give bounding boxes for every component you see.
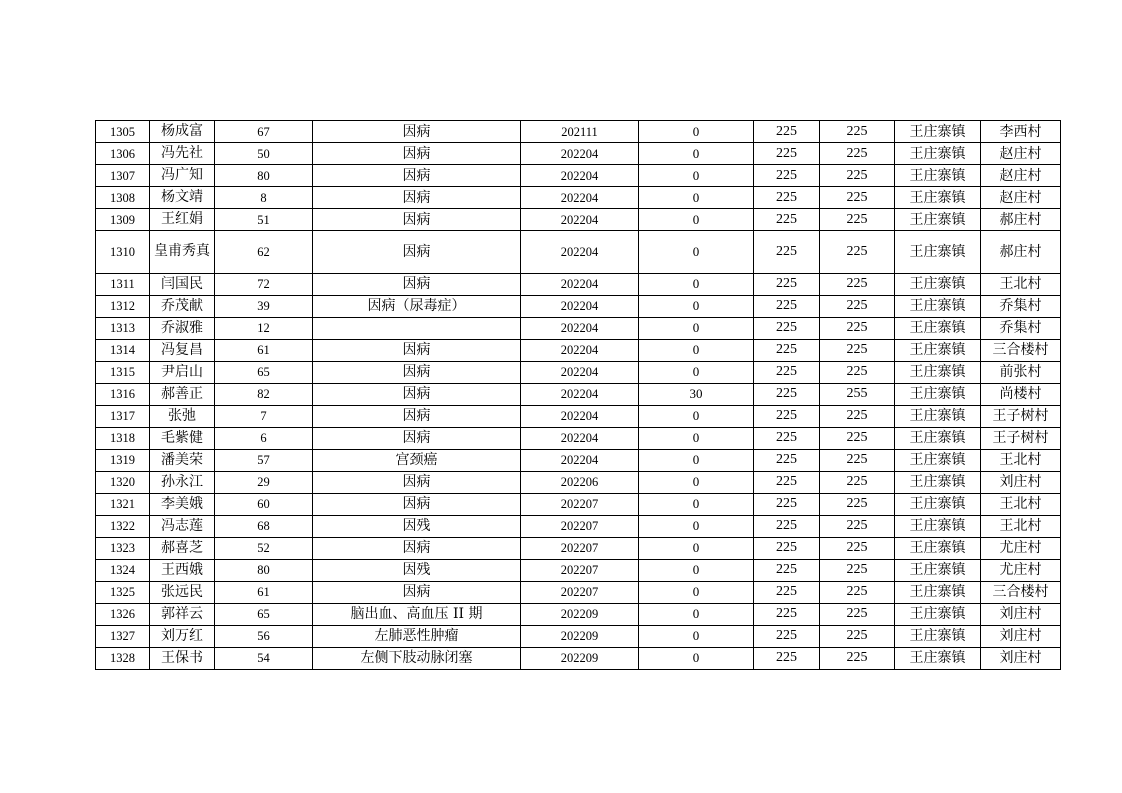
cell-base-amount: 225 bbox=[754, 383, 820, 405]
cell-base-amount: 225 bbox=[754, 187, 820, 209]
table-row bbox=[96, 647, 1061, 669]
cell-serial-number: 1323 bbox=[96, 537, 150, 559]
cell-town: 王庄寨镇 bbox=[895, 231, 981, 274]
cell-town: 王庄寨镇 bbox=[895, 647, 981, 669]
cell-name: 郝喜芝 bbox=[150, 537, 215, 559]
table-row bbox=[96, 339, 1061, 361]
cell-extra-amount: 0 bbox=[639, 449, 754, 471]
cell-extra-amount: 0 bbox=[639, 471, 754, 493]
cell-age: 65 bbox=[215, 603, 313, 625]
cell-age: 57 bbox=[215, 449, 313, 471]
cell-town: 王庄寨镇 bbox=[895, 383, 981, 405]
cell-village: 刘庄村 bbox=[981, 625, 1061, 647]
cell-age: 7 bbox=[215, 405, 313, 427]
cell-base-amount: 225 bbox=[754, 625, 820, 647]
cell-extra-amount: 0 bbox=[639, 165, 754, 187]
cell-age: 68 bbox=[215, 515, 313, 537]
cell-total-amount: 225 bbox=[820, 537, 895, 559]
cell-extra-amount: 0 bbox=[639, 603, 754, 625]
table-row bbox=[96, 449, 1061, 471]
cell-serial-number: 1308 bbox=[96, 187, 150, 209]
cell-extra-amount: 0 bbox=[639, 209, 754, 231]
table-row bbox=[96, 581, 1061, 603]
table-row bbox=[96, 187, 1061, 209]
cell-extra-amount: 0 bbox=[639, 121, 754, 143]
cell-reason: 因病 bbox=[313, 165, 521, 187]
cell-town: 王庄寨镇 bbox=[895, 405, 981, 427]
cell-age: 82 bbox=[215, 383, 313, 405]
cell-village: 王子树村 bbox=[981, 427, 1061, 449]
cell-serial-number: 1313 bbox=[96, 317, 150, 339]
cell-start-month: 202207 bbox=[521, 559, 639, 581]
cell-extra-amount: 0 bbox=[639, 427, 754, 449]
cell-start-month: 202204 bbox=[521, 143, 639, 165]
table-row bbox=[96, 625, 1061, 647]
cell-start-month: 202204 bbox=[521, 339, 639, 361]
cell-age: 65 bbox=[215, 361, 313, 383]
table-row bbox=[96, 209, 1061, 231]
cell-extra-amount: 0 bbox=[639, 581, 754, 603]
cell-serial-number: 1309 bbox=[96, 209, 150, 231]
cell-start-month: 202204 bbox=[521, 209, 639, 231]
cell-base-amount: 225 bbox=[754, 295, 820, 317]
cell-name: 刘万红 bbox=[150, 625, 215, 647]
cell-town: 王庄寨镇 bbox=[895, 273, 981, 295]
cell-base-amount: 225 bbox=[754, 559, 820, 581]
cell-name: 王西娥 bbox=[150, 559, 215, 581]
table-row bbox=[96, 273, 1061, 295]
cell-reason bbox=[313, 317, 521, 339]
cell-village: 郝庄村 bbox=[981, 231, 1061, 274]
cell-village: 尤庄村 bbox=[981, 537, 1061, 559]
cell-town: 王庄寨镇 bbox=[895, 295, 981, 317]
cell-village: 乔集村 bbox=[981, 295, 1061, 317]
cell-town: 王庄寨镇 bbox=[895, 559, 981, 581]
table-row bbox=[96, 361, 1061, 383]
cell-village: 郝庄村 bbox=[981, 209, 1061, 231]
cell-base-amount: 225 bbox=[754, 165, 820, 187]
cell-extra-amount: 0 bbox=[639, 273, 754, 295]
cell-base-amount: 225 bbox=[754, 339, 820, 361]
cell-age: 61 bbox=[215, 339, 313, 361]
cell-reason: 因病 bbox=[313, 339, 521, 361]
cell-base-amount: 225 bbox=[754, 317, 820, 339]
cell-base-amount: 225 bbox=[754, 209, 820, 231]
cell-age: 29 bbox=[215, 471, 313, 493]
cell-total-amount: 225 bbox=[820, 165, 895, 187]
cell-serial-number: 1307 bbox=[96, 165, 150, 187]
cell-town: 王庄寨镇 bbox=[895, 471, 981, 493]
cell-base-amount: 225 bbox=[754, 427, 820, 449]
cell-base-amount: 225 bbox=[754, 121, 820, 143]
cell-total-amount: 255 bbox=[820, 383, 895, 405]
cell-village: 乔集村 bbox=[981, 317, 1061, 339]
cell-total-amount: 225 bbox=[820, 405, 895, 427]
cell-reason: 左侧下肢动脉闭塞 bbox=[313, 647, 521, 669]
cell-serial-number: 1311 bbox=[96, 273, 150, 295]
cell-age: 80 bbox=[215, 559, 313, 581]
cell-base-amount: 225 bbox=[754, 273, 820, 295]
cell-reason: 因病 bbox=[313, 405, 521, 427]
cell-town: 王庄寨镇 bbox=[895, 449, 981, 471]
cell-village: 李西村 bbox=[981, 121, 1061, 143]
cell-town: 王庄寨镇 bbox=[895, 361, 981, 383]
cell-total-amount: 225 bbox=[820, 231, 895, 274]
cell-start-month: 202204 bbox=[521, 187, 639, 209]
cell-age: 72 bbox=[215, 273, 313, 295]
cell-serial-number: 1305 bbox=[96, 121, 150, 143]
cell-total-amount: 225 bbox=[820, 603, 895, 625]
cell-total-amount: 225 bbox=[820, 187, 895, 209]
cell-reason: 因病 bbox=[313, 121, 521, 143]
cell-village: 王北村 bbox=[981, 449, 1061, 471]
table-row bbox=[96, 295, 1061, 317]
cell-village: 刘庄村 bbox=[981, 647, 1061, 669]
cell-age: 80 bbox=[215, 165, 313, 187]
cell-reason: 因病 bbox=[313, 231, 521, 274]
cell-extra-amount: 0 bbox=[639, 361, 754, 383]
cell-base-amount: 225 bbox=[754, 493, 820, 515]
cell-total-amount: 225 bbox=[820, 317, 895, 339]
cell-age: 56 bbox=[215, 625, 313, 647]
cell-serial-number: 1324 bbox=[96, 559, 150, 581]
cell-extra-amount: 0 bbox=[639, 187, 754, 209]
cell-reason: 因病（尿毒症） bbox=[313, 295, 521, 317]
cell-serial-number: 1314 bbox=[96, 339, 150, 361]
cell-start-month: 202111 bbox=[521, 121, 639, 143]
cell-start-month: 202204 bbox=[521, 383, 639, 405]
cell-name: 闫国民 bbox=[150, 273, 215, 295]
cell-town: 王庄寨镇 bbox=[895, 625, 981, 647]
cell-base-amount: 225 bbox=[754, 231, 820, 274]
cell-age: 39 bbox=[215, 295, 313, 317]
cell-reason: 因病 bbox=[313, 471, 521, 493]
cell-town: 王庄寨镇 bbox=[895, 143, 981, 165]
cell-age: 6 bbox=[215, 427, 313, 449]
cell-extra-amount: 0 bbox=[639, 537, 754, 559]
cell-town: 王庄寨镇 bbox=[895, 121, 981, 143]
cell-start-month: 202204 bbox=[521, 449, 639, 471]
cell-age: 52 bbox=[215, 537, 313, 559]
cell-reason: 因病 bbox=[313, 273, 521, 295]
cell-town: 王庄寨镇 bbox=[895, 427, 981, 449]
cell-start-month: 202204 bbox=[521, 295, 639, 317]
cell-village: 赵庄村 bbox=[981, 165, 1061, 187]
cell-total-amount: 225 bbox=[820, 427, 895, 449]
cell-village: 王北村 bbox=[981, 515, 1061, 537]
cell-start-month: 202204 bbox=[521, 427, 639, 449]
table-row bbox=[96, 121, 1061, 143]
cell-extra-amount: 0 bbox=[639, 559, 754, 581]
cell-serial-number: 1316 bbox=[96, 383, 150, 405]
cell-name: 张弛 bbox=[150, 405, 215, 427]
cell-extra-amount: 30 bbox=[639, 383, 754, 405]
table-row bbox=[96, 383, 1061, 405]
cell-name: 杨成富 bbox=[150, 121, 215, 143]
cell-base-amount: 225 bbox=[754, 515, 820, 537]
cell-start-month: 202204 bbox=[521, 165, 639, 187]
cell-extra-amount: 0 bbox=[639, 625, 754, 647]
cell-base-amount: 225 bbox=[754, 471, 820, 493]
cell-name: 孙永江 bbox=[150, 471, 215, 493]
cell-village: 赵庄村 bbox=[981, 143, 1061, 165]
cell-serial-number: 1306 bbox=[96, 143, 150, 165]
cell-serial-number: 1318 bbox=[96, 427, 150, 449]
cell-name: 冯复昌 bbox=[150, 339, 215, 361]
cell-name: 李美娥 bbox=[150, 493, 215, 515]
cell-town: 王庄寨镇 bbox=[895, 603, 981, 625]
cell-town: 王庄寨镇 bbox=[895, 187, 981, 209]
cell-serial-number: 1327 bbox=[96, 625, 150, 647]
cell-village: 尚楼村 bbox=[981, 383, 1061, 405]
cell-start-month: 202209 bbox=[521, 603, 639, 625]
assistance-table bbox=[95, 120, 1061, 670]
cell-village: 刘庄村 bbox=[981, 471, 1061, 493]
cell-name: 尹启山 bbox=[150, 361, 215, 383]
cell-name: 冯志莲 bbox=[150, 515, 215, 537]
cell-reason: 脑出血、高血压 II 期 bbox=[313, 603, 521, 625]
cell-base-amount: 225 bbox=[754, 537, 820, 559]
cell-extra-amount: 0 bbox=[639, 143, 754, 165]
cell-village: 三合楼村 bbox=[981, 339, 1061, 361]
table-row bbox=[96, 427, 1061, 449]
cell-serial-number: 1317 bbox=[96, 405, 150, 427]
cell-town: 王庄寨镇 bbox=[895, 515, 981, 537]
cell-age: 60 bbox=[215, 493, 313, 515]
cell-village: 王北村 bbox=[981, 273, 1061, 295]
table-row bbox=[96, 231, 1061, 274]
cell-total-amount: 225 bbox=[820, 143, 895, 165]
cell-name: 皇甫秀真 bbox=[150, 231, 215, 274]
cell-serial-number: 1322 bbox=[96, 515, 150, 537]
table-row bbox=[96, 537, 1061, 559]
cell-serial-number: 1310 bbox=[96, 231, 150, 274]
cell-start-month: 202204 bbox=[521, 231, 639, 274]
cell-serial-number: 1321 bbox=[96, 493, 150, 515]
cell-name: 王保书 bbox=[150, 647, 215, 669]
cell-total-amount: 225 bbox=[820, 449, 895, 471]
cell-extra-amount: 0 bbox=[639, 295, 754, 317]
cell-town: 王庄寨镇 bbox=[895, 581, 981, 603]
cell-village: 三合楼村 bbox=[981, 581, 1061, 603]
cell-age: 50 bbox=[215, 143, 313, 165]
cell-extra-amount: 0 bbox=[639, 231, 754, 274]
cell-town: 王庄寨镇 bbox=[895, 209, 981, 231]
cell-age: 8 bbox=[215, 187, 313, 209]
cell-age: 61 bbox=[215, 581, 313, 603]
cell-start-month: 202209 bbox=[521, 625, 639, 647]
cell-total-amount: 225 bbox=[820, 295, 895, 317]
cell-serial-number: 1326 bbox=[96, 603, 150, 625]
cell-serial-number: 1319 bbox=[96, 449, 150, 471]
cell-reason: 因病 bbox=[313, 187, 521, 209]
table-row bbox=[96, 165, 1061, 187]
cell-serial-number: 1325 bbox=[96, 581, 150, 603]
cell-total-amount: 225 bbox=[820, 515, 895, 537]
cell-serial-number: 1312 bbox=[96, 295, 150, 317]
cell-name: 乔淑雅 bbox=[150, 317, 215, 339]
table-row bbox=[96, 603, 1061, 625]
cell-name: 郭祥云 bbox=[150, 603, 215, 625]
cell-name: 潘美荣 bbox=[150, 449, 215, 471]
cell-age: 12 bbox=[215, 317, 313, 339]
cell-total-amount: 225 bbox=[820, 559, 895, 581]
cell-start-month: 202209 bbox=[521, 647, 639, 669]
cell-reason: 因病 bbox=[313, 383, 521, 405]
cell-start-month: 202204 bbox=[521, 361, 639, 383]
table-row bbox=[96, 317, 1061, 339]
cell-serial-number: 1328 bbox=[96, 647, 150, 669]
table-row bbox=[96, 493, 1061, 515]
cell-reason: 左肺恶性肿瘤 bbox=[313, 625, 521, 647]
cell-age: 51 bbox=[215, 209, 313, 231]
table-row bbox=[96, 515, 1061, 537]
cell-name: 郝善正 bbox=[150, 383, 215, 405]
table-row bbox=[96, 559, 1061, 581]
cell-reason: 因病 bbox=[313, 143, 521, 165]
cell-reason: 因病 bbox=[313, 361, 521, 383]
cell-total-amount: 225 bbox=[820, 121, 895, 143]
cell-serial-number: 1320 bbox=[96, 471, 150, 493]
cell-reason: 因残 bbox=[313, 515, 521, 537]
cell-total-amount: 225 bbox=[820, 471, 895, 493]
table-body bbox=[96, 121, 1061, 670]
cell-base-amount: 225 bbox=[754, 143, 820, 165]
cell-extra-amount: 0 bbox=[639, 515, 754, 537]
cell-total-amount: 225 bbox=[820, 625, 895, 647]
table-row bbox=[96, 143, 1061, 165]
cell-total-amount: 225 bbox=[820, 209, 895, 231]
cell-village: 刘庄村 bbox=[981, 603, 1061, 625]
cell-name: 冯广知 bbox=[150, 165, 215, 187]
cell-village: 尤庄村 bbox=[981, 559, 1061, 581]
cell-reason: 因病 bbox=[313, 427, 521, 449]
cell-start-month: 202207 bbox=[521, 537, 639, 559]
cell-total-amount: 225 bbox=[820, 493, 895, 515]
cell-village: 王北村 bbox=[981, 493, 1061, 515]
cell-total-amount: 225 bbox=[820, 581, 895, 603]
cell-extra-amount: 0 bbox=[639, 339, 754, 361]
cell-reason: 因残 bbox=[313, 559, 521, 581]
cell-village: 前张村 bbox=[981, 361, 1061, 383]
cell-village: 王子树村 bbox=[981, 405, 1061, 427]
cell-total-amount: 225 bbox=[820, 273, 895, 295]
cell-name: 张远民 bbox=[150, 581, 215, 603]
cell-town: 王庄寨镇 bbox=[895, 537, 981, 559]
cell-name: 乔茂献 bbox=[150, 295, 215, 317]
cell-start-month: 202204 bbox=[521, 317, 639, 339]
cell-start-month: 202207 bbox=[521, 493, 639, 515]
table-row bbox=[96, 405, 1061, 427]
cell-age: 67 bbox=[215, 121, 313, 143]
cell-reason: 因病 bbox=[313, 581, 521, 603]
cell-start-month: 202206 bbox=[521, 471, 639, 493]
cell-name: 冯先社 bbox=[150, 143, 215, 165]
cell-extra-amount: 0 bbox=[639, 493, 754, 515]
cell-extra-amount: 0 bbox=[639, 647, 754, 669]
cell-village: 赵庄村 bbox=[981, 187, 1061, 209]
cell-base-amount: 225 bbox=[754, 405, 820, 427]
cell-town: 王庄寨镇 bbox=[895, 339, 981, 361]
cell-name: 王红娟 bbox=[150, 209, 215, 231]
cell-town: 王庄寨镇 bbox=[895, 317, 981, 339]
cell-reason: 因病 bbox=[313, 493, 521, 515]
cell-total-amount: 225 bbox=[820, 647, 895, 669]
cell-base-amount: 225 bbox=[754, 581, 820, 603]
cell-total-amount: 225 bbox=[820, 361, 895, 383]
cell-start-month: 202207 bbox=[521, 581, 639, 603]
cell-extra-amount: 0 bbox=[639, 317, 754, 339]
cell-reason: 宫颈癌 bbox=[313, 449, 521, 471]
cell-base-amount: 225 bbox=[754, 603, 820, 625]
cell-base-amount: 225 bbox=[754, 449, 820, 471]
cell-serial-number: 1315 bbox=[96, 361, 150, 383]
cell-total-amount: 225 bbox=[820, 339, 895, 361]
cell-start-month: 202204 bbox=[521, 405, 639, 427]
cell-age: 62 bbox=[215, 231, 313, 274]
cell-start-month: 202207 bbox=[521, 515, 639, 537]
table-row bbox=[96, 471, 1061, 493]
cell-town: 王庄寨镇 bbox=[895, 493, 981, 515]
cell-reason: 因病 bbox=[313, 209, 521, 231]
cell-start-month: 202204 bbox=[521, 273, 639, 295]
cell-base-amount: 225 bbox=[754, 647, 820, 669]
cell-extra-amount: 0 bbox=[639, 405, 754, 427]
cell-town: 王庄寨镇 bbox=[895, 165, 981, 187]
cell-name: 杨文靖 bbox=[150, 187, 215, 209]
cell-age: 54 bbox=[215, 647, 313, 669]
cell-reason: 因病 bbox=[313, 537, 521, 559]
cell-base-amount: 225 bbox=[754, 361, 820, 383]
cell-name: 毛紫健 bbox=[150, 427, 215, 449]
